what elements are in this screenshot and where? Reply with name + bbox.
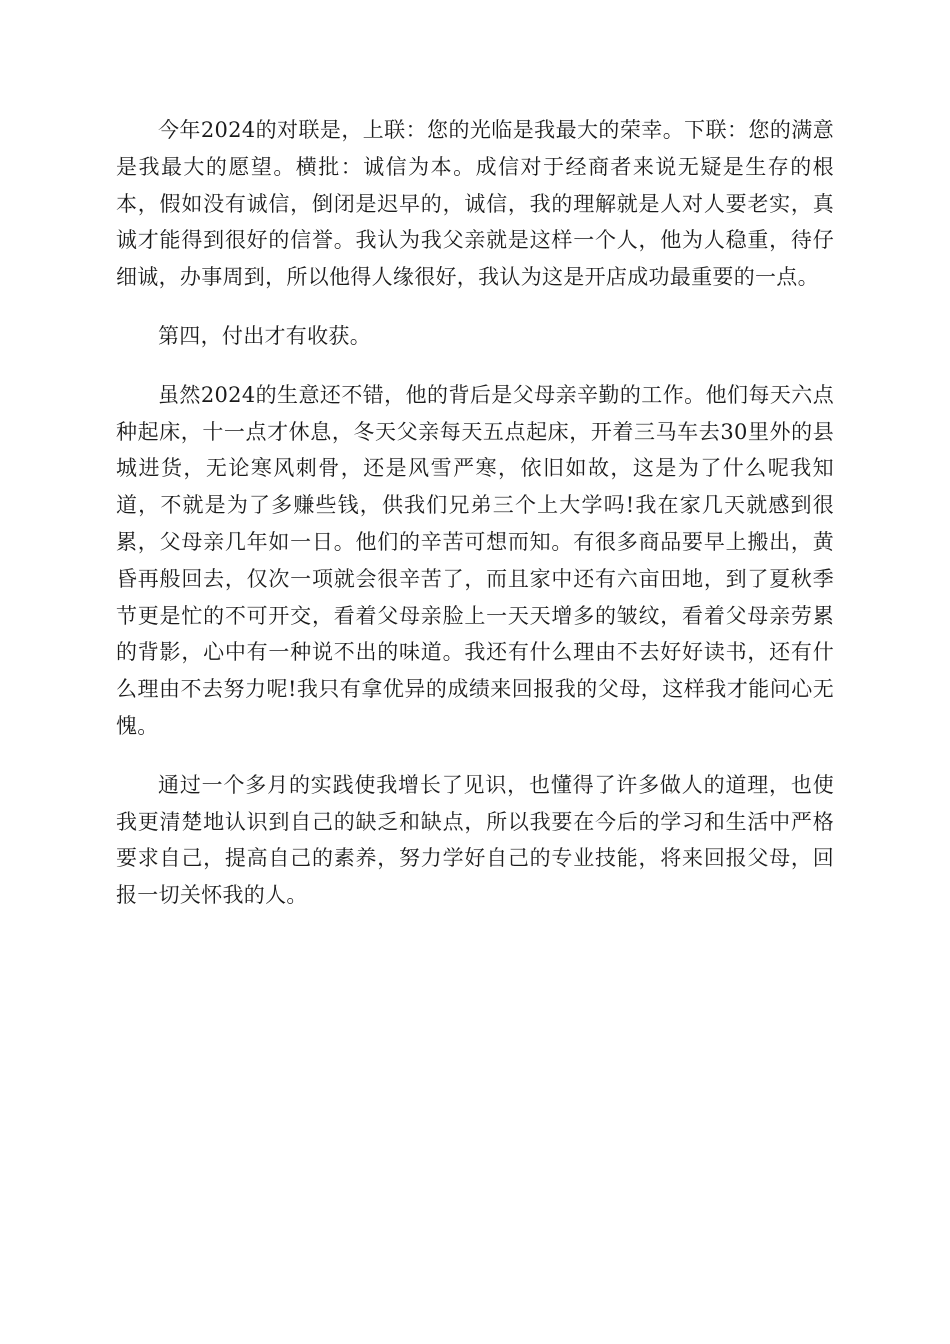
paragraph-heading-fourth: 第四，付出才有收获。: [158, 323, 371, 348]
document-body: [116, 112, 834, 936]
paragraph-couplet: 今年2024的对联是，上联：您的光临是我最大的荣幸。下联：您的满意是我最大的愿望。横批：诚信为本。成信对于经商者来说无疑是生存的根本，假如没有诚信，倒闭是迟早的，诚信，我的理解就是人对人要老实，真诚才能得到很好的信誉。我认为我父亲就是这样一个人，他为人稳重，待仔细诚，办事周到，所以他得人缘很好，我认为这是开店成功最重要的一点。: [116, 118, 834, 290]
paragraph-parents-work: 虽然2024的生意还不错，他的背后是父母亲辛勤的工作。他们每天六点种起床，十一点才休息，冬天父亲每天五点起床，开着三马车去30里外的县城进货，无论寒风刺骨，还是风雪严寒，依旧如故，这是为了什么呢我知道，不就是为了多赚些钱，供我们兄弟三个上大学吗!我在家几天就感到很累，父母亲几年如一日。他们的辛苦可想而知。有很多商品要早上搬出，黄昏再般回去，仅次一项就会很辛苦了，而且家中还有六亩田地，到了夏秋季节更是忙的不可开交，看着父母亲脸上一天天增多的皱纹，看着父母亲劳累的背影，心中有一种说不出的味道。我还有什么理由不去好好读书，还有什么理由不去努力呢!我只有拿优异的成绩来回报我的父母，这样我才能问心无愧。: [116, 382, 834, 738]
paragraph-conclusion: 通过一个多月的实践使我增长了见识，也懂得了许多做人的道理，也使我更清楚地认识到自己的缺乏和缺点，所以我要在今后的学习和生活中严格要求自己，提高自己的素养，努力学好自己的专业技能，将来回报父母，回报一切关怀我的人。: [116, 772, 834, 908]
